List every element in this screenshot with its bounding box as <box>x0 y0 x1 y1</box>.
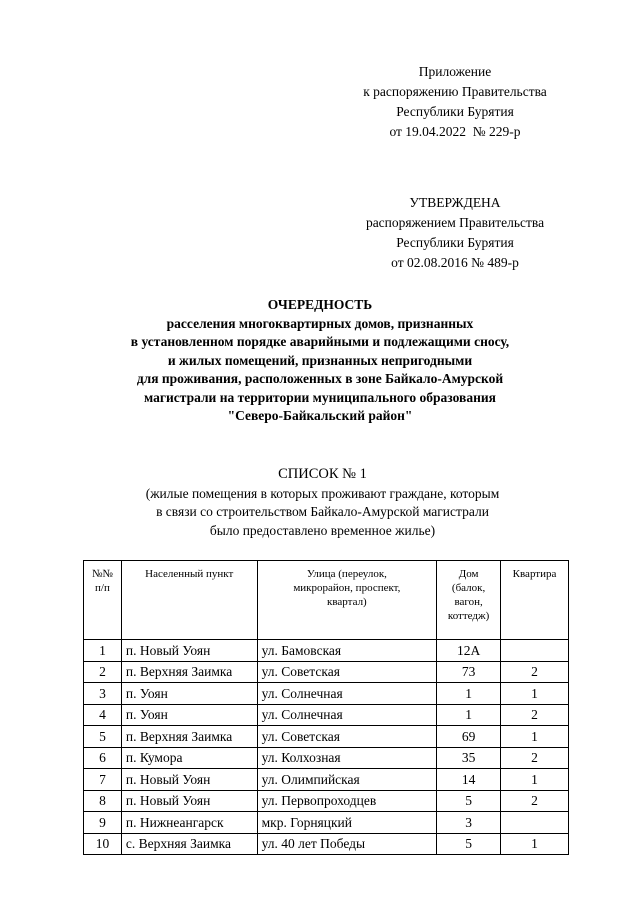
resettlement-table <box>83 560 569 855</box>
cell-street: ул. Советская <box>257 661 437 683</box>
cell-settlement: п. Нижнеангарск <box>121 812 257 834</box>
cell-street: ул. Солнечная <box>257 704 437 726</box>
cell-settlement: п. Кумора <box>121 747 257 769</box>
title-line: в установленном порядке аварийными и подлежащими сносу, <box>130 334 510 349</box>
table-row <box>84 704 569 726</box>
cell-settlement: п. Уоян <box>121 683 257 705</box>
title-line: для проживания, расположенных в зоне Байкало-Амурской <box>136 371 504 386</box>
title-line: магистрали на территории муниципального образования <box>144 389 496 405</box>
cell-num: 6 <box>84 747 122 769</box>
cell-house: 5 <box>437 833 501 855</box>
header-text: п/п <box>95 582 110 594</box>
cell-apartment <box>501 812 569 834</box>
cell-settlement: п. Верхняя Заимка <box>121 661 257 683</box>
header-apartment <box>501 561 569 640</box>
cell-apartment: 2 <box>501 790 569 812</box>
cell-num: 7 <box>84 769 122 791</box>
list-description: в связи со строительством Байкало-Амурской магистрали <box>156 504 489 519</box>
header-text: Улица (переулок, <box>306 568 387 580</box>
cell-settlement: п. Уоян <box>121 704 257 726</box>
cell-num: 9 <box>84 812 122 834</box>
cell-house: 1 <box>437 704 501 726</box>
table-row <box>84 640 569 662</box>
cell-apartment: 2 <box>501 704 569 726</box>
table-header-row <box>84 561 569 640</box>
cell-house: 14 <box>437 769 501 791</box>
cell-street: ул. Первопроходцев <box>257 790 437 812</box>
appendix-line: Приложение <box>418 64 492 79</box>
appendix-line: Республики Бурятия <box>396 104 514 119</box>
cell-house: 12А <box>437 640 501 662</box>
title-line: ОЧЕРЕДНОСТЬ <box>267 297 373 312</box>
cell-apartment: 2 <box>501 747 569 769</box>
appendix-block <box>340 62 570 142</box>
cell-num: 4 <box>84 704 122 726</box>
cell-apartment: 2 <box>501 661 569 683</box>
cell-house: 3 <box>437 812 501 834</box>
header-house <box>437 561 501 640</box>
table-row <box>84 726 569 748</box>
cell-num: 8 <box>84 790 122 812</box>
list-title: СПИСОК № 1 <box>278 466 367 482</box>
cell-num: 5 <box>84 726 122 748</box>
appendix-date: от 19.04.2022 № 229-р <box>389 124 521 139</box>
approval-block <box>340 193 570 273</box>
cell-num: 2 <box>84 661 122 683</box>
header-text: квартал) <box>327 596 367 608</box>
cell-street: ул. 40 лет Победы <box>257 833 437 855</box>
list-description: (жилые помещения в которых проживают граждане, которым <box>145 485 500 501</box>
cell-house: 73 <box>437 661 501 683</box>
document-title <box>60 296 580 426</box>
cell-apartment: 1 <box>501 833 569 855</box>
cell-num: 10 <box>84 833 122 855</box>
cell-street: ул. Колхозная <box>257 747 437 769</box>
header-text: коттедж) <box>447 610 490 622</box>
cell-house: 1 <box>437 683 501 705</box>
cell-settlement: п. Новый Уоян <box>121 640 257 662</box>
header-text: Населенный пункт <box>145 568 234 580</box>
approval-date: от 02.08.2016 № 489-р <box>391 255 519 270</box>
header-text: №№ <box>91 568 113 580</box>
table-row <box>84 790 569 812</box>
approval-line: распоряжением Правительства <box>365 215 545 230</box>
table-row <box>84 683 569 705</box>
table-row <box>84 661 569 683</box>
table-row <box>84 747 569 769</box>
cell-street: ул. Бамовская <box>257 640 437 662</box>
title-line: "Северо-Байкальский район" <box>227 408 413 423</box>
cell-house: 69 <box>437 726 501 748</box>
header-text: вагон, <box>454 596 483 608</box>
header-num <box>84 561 122 640</box>
list-description: было предоставлено временное жилье) <box>209 522 436 538</box>
cell-apartment: 1 <box>501 683 569 705</box>
table-row <box>84 769 569 791</box>
header-text: (балок, <box>451 582 486 594</box>
cell-apartment <box>501 640 569 662</box>
title-line: и жилых помещений, признанных непригодными <box>167 352 473 368</box>
cell-apartment: 1 <box>501 769 569 791</box>
header-text: Квартира <box>512 568 557 580</box>
cell-street: ул. Советская <box>257 726 437 748</box>
cell-settlement: п. Верхняя Заимка <box>121 726 257 748</box>
header-settlement <box>121 561 257 640</box>
cell-house: 5 <box>437 790 501 812</box>
header-text: Дом <box>458 568 479 580</box>
cell-street: ул. Олимпийская <box>257 769 437 791</box>
cell-house: 35 <box>437 747 501 769</box>
cell-settlement: с. Верхняя Заимка <box>121 833 257 855</box>
header-text: микрорайон, проспект, <box>293 582 401 594</box>
approval-line: Республики Бурятия <box>396 235 514 250</box>
cell-street: мкр. Горняцкий <box>257 812 437 834</box>
list-heading-block <box>80 465 565 540</box>
approval-heading: УТВЕРЖДЕНА <box>409 195 501 210</box>
cell-num: 3 <box>84 683 122 705</box>
appendix-line: к распоряжению Правительства <box>363 84 547 99</box>
table-row <box>84 812 569 834</box>
header-street <box>257 561 437 640</box>
cell-settlement: п. Новый Уоян <box>121 769 257 791</box>
cell-street: ул. Солнечная <box>257 683 437 705</box>
cell-settlement: п. Новый Уоян <box>121 790 257 812</box>
cell-apartment: 1 <box>501 726 569 748</box>
table-row <box>84 833 569 855</box>
title-line: расселения многоквартирных домов, признанных <box>166 315 474 331</box>
cell-num: 1 <box>84 640 122 662</box>
